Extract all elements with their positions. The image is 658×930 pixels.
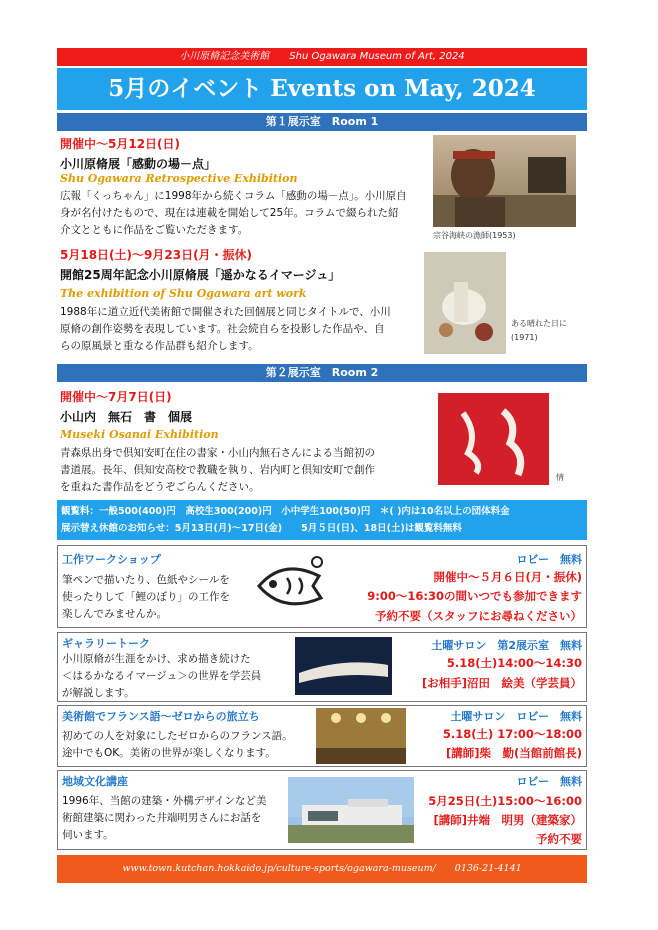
lecture-time: 5月25日(土)15:00〜16:00 <box>428 794 582 808</box>
room2-event-title: 小山内 無石 書 個展 <box>60 410 193 424</box>
room1-event1-date: 開催中〜5月12日(日) <box>60 137 181 151</box>
room1-event1-title: 小川原脩展「感動の場－点」 <box>60 157 217 171</box>
lecture-description <box>62 793 267 844</box>
lecture-speaker: [講師]井端 明男（建築家） <box>433 813 582 827</box>
room2-heading: 第２展示室 Room 2 <box>57 364 587 382</box>
closure-notice: 展示替え休館のお知らせ：5月13日(月)〜17日(金) 5月５日(日)、18日(土)は観覧料無料 <box>61 523 462 534</box>
room1-event2-caption-year: (1971) <box>511 333 538 342</box>
desc-line: 1996年、当館の建築・外構デザインなど美 <box>62 795 267 807</box>
room1-event1-description <box>60 188 410 239</box>
workshop-title: 工作ワークショップ <box>62 553 161 566</box>
desc-line: 使ったりして「鯉のぼり」の工作を <box>62 591 230 603</box>
workshop-date: 開催中〜５月６日(月・振休) <box>433 570 582 584</box>
museum-building-photo <box>288 777 414 843</box>
sunny-day-painting <box>424 252 506 354</box>
desc-line: 伺います。 <box>62 829 114 841</box>
room1-heading: 第１展示室 Room 1 <box>57 113 587 131</box>
desc-line: 小川原脩が生涯をかけ、求め描き続けた <box>62 653 251 665</box>
room2-event-caption: 情 <box>556 473 564 482</box>
lecture-note: 予約不要 <box>536 832 582 846</box>
gallery-talk-description <box>62 651 261 702</box>
desc-line: ＜はるかなるイマージュ＞の世界を学芸員 <box>62 670 262 682</box>
lecture-place: ロビー 無料 <box>516 775 582 788</box>
desc-line: らの原風景と重なる作品群も紹介します。 <box>60 340 259 352</box>
carp-streamer-icon <box>253 554 329 618</box>
gallery-talk-box <box>57 632 587 702</box>
footer-contact: www.town.kutchan.hokkaido.jp/culture-sports/ogawara-museum/ 0136-21-4141 <box>57 855 587 883</box>
admission-fees: 観覧料：一般500(400)円 高校生300(200)円 小中学生100(50)円 ＊( )内は10名以上の団体料金 <box>61 506 510 517</box>
lecture-title: 地域文化講座 <box>62 775 128 788</box>
gallery-talk-place: 土曜サロン 第2展示室 無料 <box>431 639 582 652</box>
workshop-note: 予約不要（スタッフにお尋ねください） <box>375 609 582 623</box>
desc-line: 青森県出身で倶知安町在住の書家・小山内無石さんによる当館初の <box>60 447 375 459</box>
desc-line: 原脩の創作姿勢を表現しています。社会続自らを投影した作品や、自 <box>60 323 385 335</box>
room2-event-description <box>60 445 435 496</box>
room1-event1-english: Shu Ogawara Retrospective Exhibition <box>60 172 298 185</box>
workshop-time: 9:00〜16:30の間いつでも参加できます <box>367 589 582 603</box>
desc-line: 初めての人を対象にしたゼロからのフランス語。 <box>62 730 293 742</box>
french-class-box <box>57 705 587 767</box>
workshop-description <box>62 572 230 623</box>
french-class-time: 5.18(土) 17:00〜18:00 <box>442 727 582 741</box>
room1-event2-caption-title: ある晴れた日に <box>511 319 567 328</box>
admission-info <box>57 500 587 540</box>
calligraphy-artwork <box>438 393 549 485</box>
workshop-place: ロビー 無料 <box>516 553 582 566</box>
museum-name-bar: 小川原脩記念美術館 Shu Ogawara Museum of Art, 2024 <box>57 48 587 66</box>
page-title: 5月のイベント Events on May, 2024 <box>57 68 587 110</box>
room2-event-english: Museki Osanai Exhibition <box>60 428 219 441</box>
workshop-box <box>57 545 587 628</box>
french-class-speaker: [講師]柴 勤(当館前館長) <box>445 746 582 760</box>
room1-event2-description <box>60 304 410 355</box>
gallery-talk-photo <box>295 637 392 695</box>
french-class-description <box>62 728 293 762</box>
room1-event1-caption: 宗谷海峡の漁師(1953) <box>433 231 516 240</box>
french-class-place: 土曜サロン ロビー 無料 <box>450 710 582 723</box>
room1-event2-english: The exhibition of Shu Ogawara art work <box>60 287 307 300</box>
desc-line: 途中でもOK。美術の世界が楽しくなります。 <box>62 747 276 759</box>
desc-line: が解説します。 <box>62 687 135 699</box>
room2-event-date: 開催中〜7月7日(日) <box>60 390 172 404</box>
fisherman-painting <box>433 135 576 227</box>
desc-line: 介文とともに作品をご覧いただきます。 <box>60 224 249 236</box>
desc-line: を重ねた書作品をどうぞごらんください。 <box>60 481 260 493</box>
french-class-photo <box>316 708 406 764</box>
desc-line: 筆ペンで描いたり、色紙やシールを <box>62 574 230 586</box>
gallery-talk-title: ギャラリートーク <box>62 637 150 650</box>
desc-line: 書道展。長年、倶知安高校で教職を執り、岩内町と倶知安町で創作 <box>60 464 375 476</box>
lecture-box <box>57 770 587 850</box>
desc-line: 広報「くっちゃん」に1998年から続くコラム「感動の場－点」。小川原自 <box>60 190 407 202</box>
gallery-talk-speaker: [お相手]沼田 絵美（学芸員） <box>421 676 582 690</box>
desc-line: 1988年に道立近代美術館で開催された回個展と同じタイトルで、小川 <box>60 306 391 318</box>
gallery-talk-time: 5.18(土)14:00〜14:30 <box>446 656 582 670</box>
room1-event2-date: 5月18日(土)〜9月23日(月・振休) <box>60 248 253 262</box>
desc-line: 身が名付けたもので、現在は連載を開始して25年。コラムで綴られた紹 <box>60 207 399 219</box>
desc-line: 楽しんでみませんか。 <box>62 608 167 620</box>
desc-line: 術館建築に関わった井端明男さんにお話を <box>62 812 262 824</box>
french-class-title: 美術館でフランス語〜ゼロからの旅立ち <box>62 710 260 723</box>
room1-event2-title: 開館25周年記念小川原脩展「遥かなるイマージュ」 <box>60 268 341 282</box>
